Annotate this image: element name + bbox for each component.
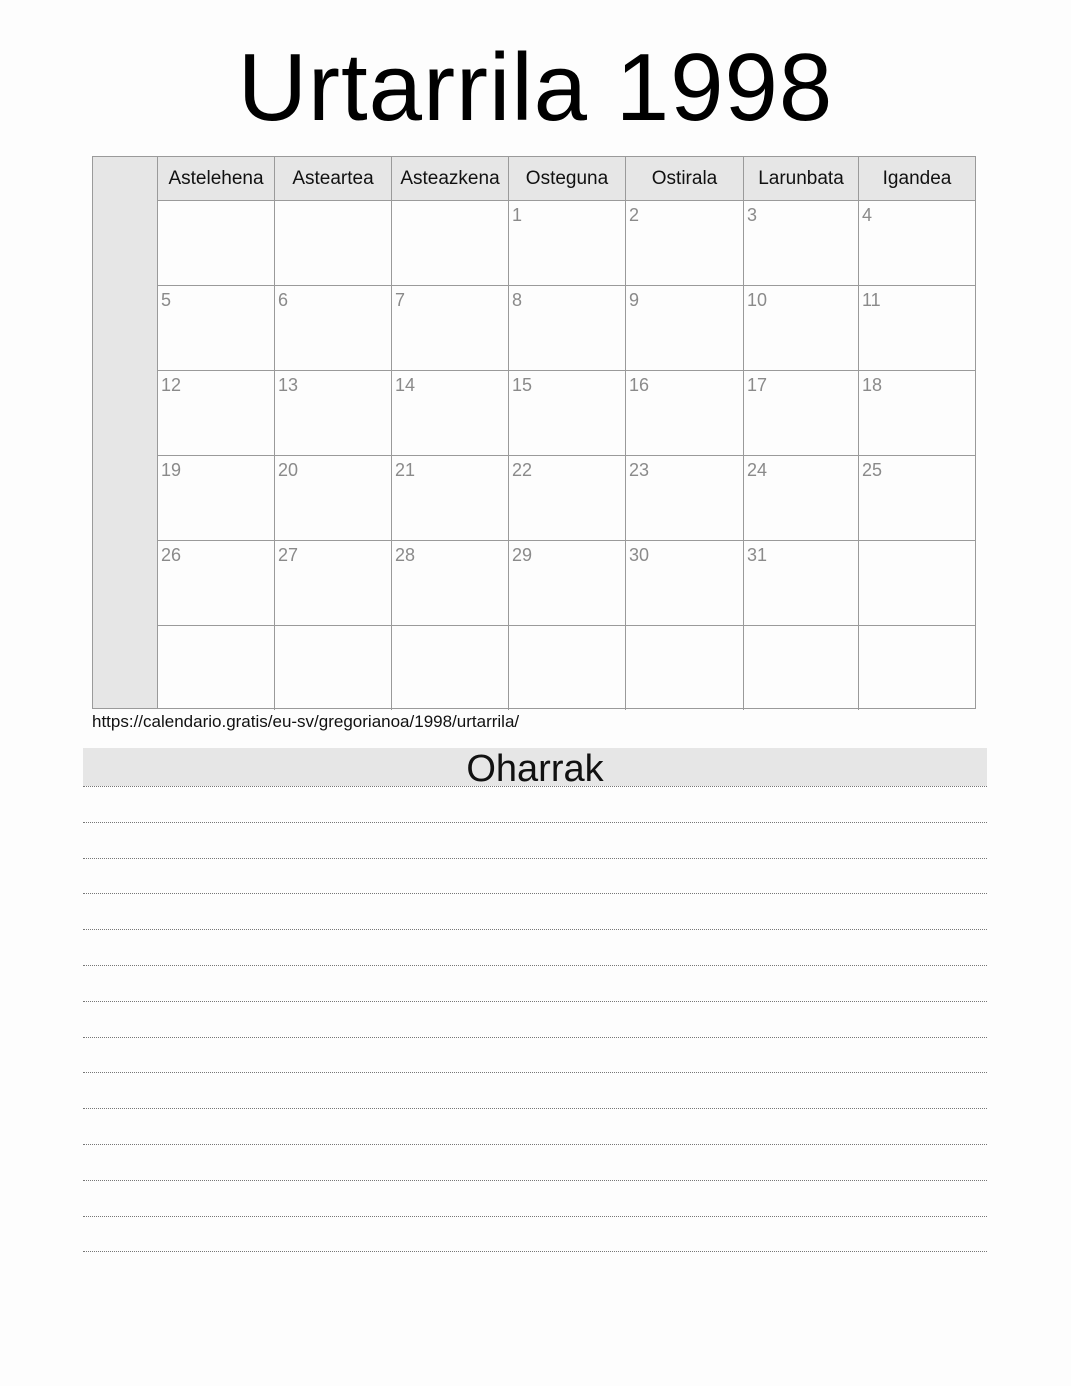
note-line <box>83 929 987 930</box>
week-row <box>158 456 975 541</box>
note-line <box>83 965 987 966</box>
day-cell: 11 <box>862 290 881 310</box>
day-cell: 25 <box>862 460 883 480</box>
weekday-header: Osteguna <box>509 157 626 200</box>
day-cell: 26 <box>158 541 275 625</box>
week-row <box>158 626 975 710</box>
notes-title: Oharrak <box>83 748 987 786</box>
day-cell: 6 <box>275 286 392 370</box>
week-row <box>158 201 975 286</box>
day-cell: 23 <box>626 456 744 540</box>
day-cell: 24 <box>744 456 859 540</box>
note-line <box>83 858 987 859</box>
day-cell: 21 <box>392 456 509 540</box>
week-row <box>158 541 975 626</box>
day-cell: 28 <box>392 541 509 625</box>
source-url: https://calendario.gratis/eu-sv/gregorianoa/1998/urtarrila/ <box>92 712 520 731</box>
weekday-header: Ostirala <box>626 157 744 200</box>
note-line <box>83 1108 987 1109</box>
weekday-header: Astelehena <box>158 157 275 200</box>
day-cell <box>392 201 509 285</box>
day-cell: 22 <box>509 456 626 540</box>
weekday-header-row <box>158 157 975 201</box>
week-number-column <box>93 157 158 708</box>
day-cell: 27 <box>275 541 392 625</box>
day-cell: 18 <box>862 375 883 395</box>
calendar-grid <box>92 156 976 709</box>
note-line <box>83 822 987 823</box>
day-cell: 15 <box>509 371 626 455</box>
day-cell: 31 <box>744 541 859 625</box>
note-line <box>83 1144 987 1145</box>
day-cell <box>859 541 975 625</box>
day-cell: 13 <box>275 371 392 455</box>
weekday-header: Asteartea <box>275 157 392 200</box>
week-row <box>158 286 975 371</box>
weekday-header: Asteazkena <box>392 157 509 200</box>
day-cell: 12 <box>158 371 275 455</box>
day-cell: 8 <box>509 286 626 370</box>
days-grid <box>158 201 975 710</box>
day-cell: 10 <box>744 286 859 370</box>
day-cell: 19 <box>158 456 275 540</box>
note-line <box>83 1072 987 1073</box>
note-line <box>83 893 987 894</box>
day-cell: 7 <box>392 286 509 370</box>
day-cell: 20 <box>275 456 392 540</box>
day-cell <box>275 201 392 285</box>
week-row <box>158 371 975 456</box>
note-line <box>83 786 987 787</box>
day-cell <box>744 626 859 710</box>
day-cell <box>392 626 509 710</box>
day-cell: 3 <box>744 201 859 285</box>
day-cell: 30 <box>626 541 744 625</box>
day-cell: 9 <box>626 286 744 370</box>
note-line <box>83 1001 987 1002</box>
note-line <box>83 1216 987 1217</box>
day-cell <box>626 626 744 710</box>
page-title: Urtarrila 1998 <box>237 34 834 141</box>
day-cell: 1 <box>509 201 626 285</box>
day-cell: 14 <box>392 371 509 455</box>
note-line <box>83 1251 987 1252</box>
day-cell <box>275 626 392 710</box>
weekday-header: Igandea <box>882 168 952 189</box>
day-cell <box>859 626 975 710</box>
day-cell <box>158 201 275 285</box>
day-cell: 5 <box>158 286 275 370</box>
weekday-header: Larunbata <box>744 157 859 200</box>
day-cell <box>158 626 275 710</box>
day-cell: 2 <box>626 201 744 285</box>
note-line <box>83 1037 987 1038</box>
day-cell <box>509 626 626 710</box>
day-cell: 29 <box>509 541 626 625</box>
day-cell: 16 <box>626 371 744 455</box>
day-cell: 4 <box>862 205 873 225</box>
day-cell: 17 <box>744 371 859 455</box>
note-line <box>83 1180 987 1181</box>
